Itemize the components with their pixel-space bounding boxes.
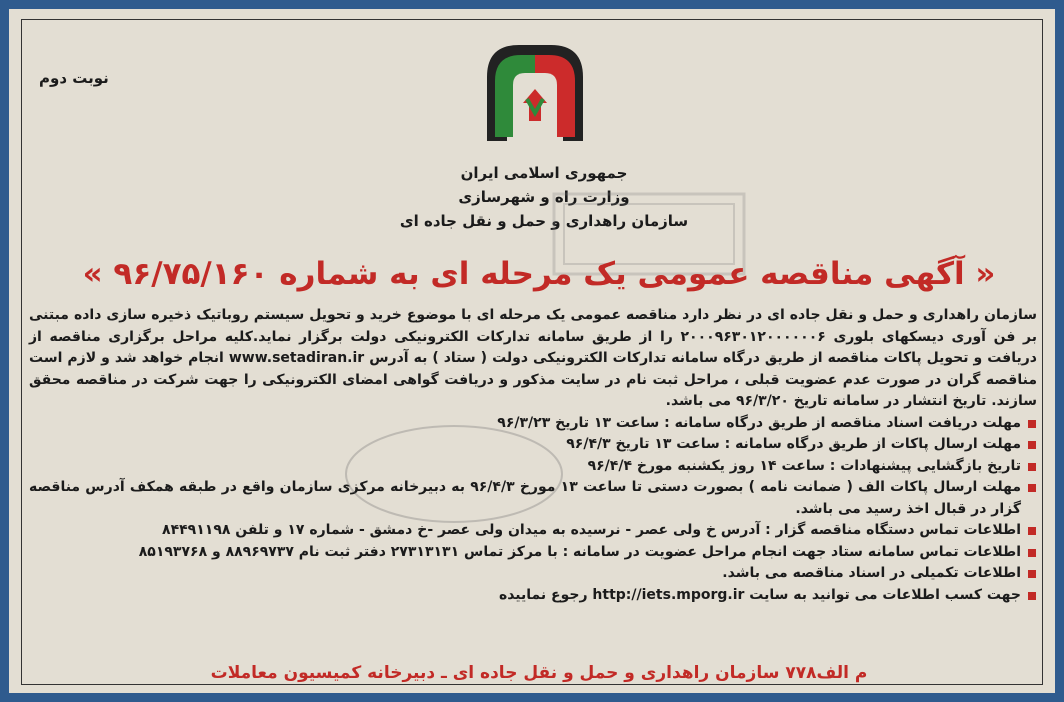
list-item: اطلاعات تکمیلی در اسناد مناقصه می باشد.: [29, 563, 1037, 585]
footer-line: م الف۷۷۸ سازمان راهداری و حمل و نقل جاده ای ـ دبیرخانه کمیسیون معاملات: [210, 663, 868, 683]
org-line-ministry: وزارت راه و شهرسازی: [458, 188, 630, 206]
intro-paragraph: سازمان راهداری و حمل و نقل جاده ای در نظر دارد مناقصه عمومی یک مرحله ای با موضوع خرید و تحویل سیستم روباتیک ذخیره سازی داده مبتنی بر فن آوری دیسکهای بلوری ۲۰۰۰۹۶۳۰۱۲۰۰۰۰۰۰۶ را از طریق سامانه تدارکات الکترونیکی دولت برگزار نماید.کلیه مراحل برگزاری مناقصه از دریافت و تحویل پاکات مناقصه از طریق درگاه سامانه تدارکات الکترونیکی دولت ( ستاد ) به آدرس www.setadiran.ir انجام خواهد شد و لازم است مناقصه گران در صورت عدم عضویت قبلی ، مراحل ثبت نام در سایت مذکور و دریافت گواهی امضای الکترونیکی را جهت شرکت در مناقصه محقق سازند. تاریخ انتشار در سامانه تاریخ ۹۶/۳/۲۰ می باشد.: [29, 307, 1038, 409]
list-item: مهلت دریافت اسناد مناقصه از طریق درگاه سامانه : ساعت ۱۳ تاریخ ۹۶/۳/۲۳: [29, 413, 1037, 435]
org-line-country: جمهوری اسلامی ایران: [460, 164, 628, 182]
list-item: مهلت ارسال پاکات از طریق درگاه سامانه : ساعت ۱۳ تاریخ ۹۶/۴/۳: [29, 434, 1037, 456]
list-item: مهلت ارسال پاکات الف ( ضمانت نامه ) بصورت دستی تا ساعت ۱۳ مورخ ۹۶/۴/۳ به دبیرخانه مرکزی سازمان واقع در طبقه همکف آدرس مناقصه گزار در قبال اخذ رسید می باشد.: [29, 477, 1037, 520]
list-item: جهت کسب اطلاعات می توانید به سایت http://iets.mporg.ir رجوع نماییده: [29, 585, 1037, 607]
round-label: نوبت دوم: [39, 69, 109, 87]
list-item: اطلاعات تماس سامانه ستاد جهت انجام مراحل عضویت در سامانه : با مرکز تماس ۲۷۳۱۳۱۳۱ دفتر ثبت نام ۸۸۹۶۹۷۳۷ و ۸۵۱۹۳۷۶۸: [29, 542, 1037, 564]
list-item: تاریخ بازگشایی پیشنهادات : ساعت ۱۴ روز یکشنبه مورخ ۹۶/۴/۴: [29, 456, 1037, 478]
faded-stamp: [339, 419, 569, 529]
tender-headline: « آگهی مناقصه عمومی یک مرحله ای به شماره ۹۶/۷۵/۱۶۰ »: [82, 256, 996, 292]
org-line-organization: سازمان راهداری و حمل و نقل جاده ای: [399, 212, 689, 230]
rmto-logo-icon: [479, 37, 591, 149]
list-item: اطلاعات تماس دستگاه مناقصه گزار : آدرس خ ولی عصر - نرسیده به میدان ولی عصر -خ دمشق - شماره ۱۷ و تلفن ۸۴۴۹۱۱۹۸: [29, 520, 1037, 542]
